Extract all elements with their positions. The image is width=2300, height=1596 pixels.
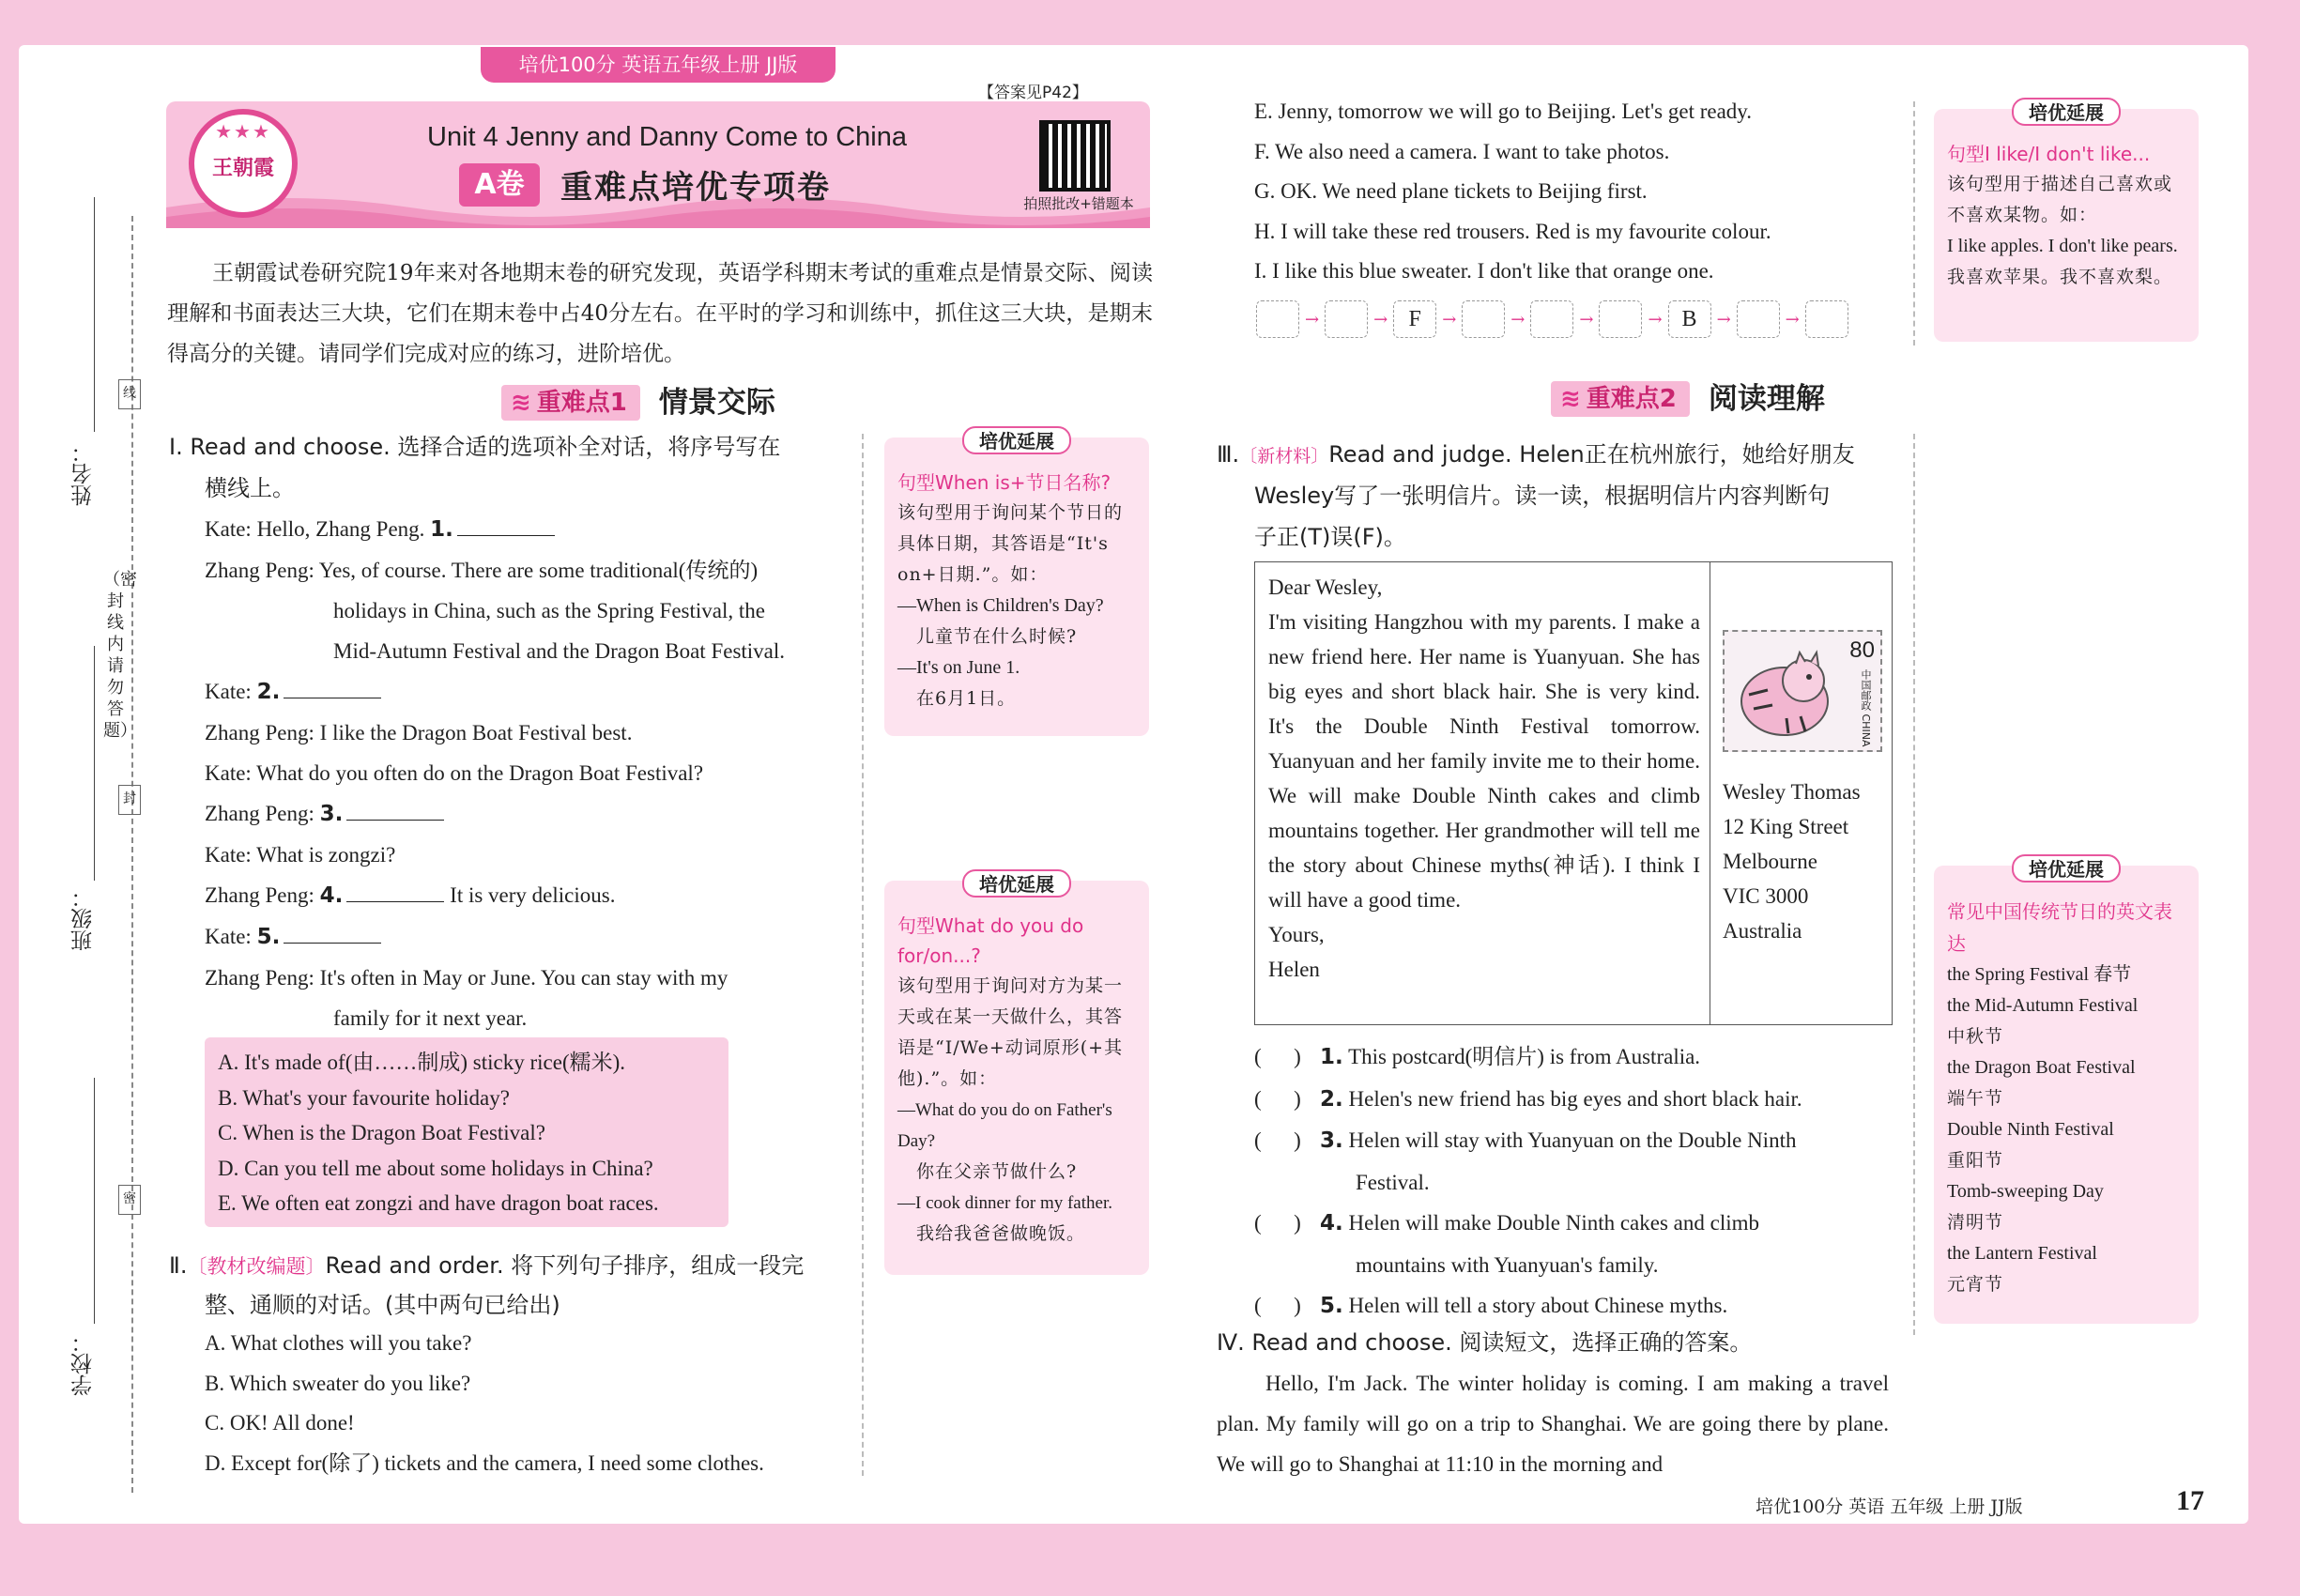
seal-note: （密封线内请勿答题） <box>103 570 137 741</box>
tip-box-2 <box>884 873 1149 1275</box>
order-item-d: D. Except for(除了) tickets and the camera, I need some clothes. <box>205 1450 764 1475</box>
judge-item-1: ( ) 1. This postcard(明信片) is from Australia. <box>1254 1036 1893 1079</box>
choice-b: B. What's your favourite holiday? <box>218 1085 510 1110</box>
seal-mark-line: 线 <box>118 379 141 409</box>
seq-box-7[interactable]: B <box>1668 300 1711 338</box>
tip2-sub: 句型What do you do for/on...? <box>897 914 1084 967</box>
intro-paragraph: 王朝霞试卷研究院19年来对各地期末卷的研究发现，英语学科期末考试的重难点是情景交际、阅读理解和书面表达三大块，它们在期末卷中占40分左右。在平时的学习和训练中，抓住这三大块，是期末得高分的关键。请同学们完成对应的练习，进阶培优。 <box>167 261 1153 366</box>
dialog-line: holidays in China, such as the Spring Festival, the <box>333 599 765 622</box>
answer-ref: 【答案见P42】 <box>978 84 1088 102</box>
class-line <box>94 646 95 881</box>
tip3-head: 培优延展 <box>2012 98 2121 126</box>
seq-box-5[interactable] <box>1530 300 1573 338</box>
q2-sequence <box>1256 299 1854 340</box>
tip3-example: I like apples. I don't like pears. <box>1947 236 2178 256</box>
order-item-f: F. We also need a camera. I want to take photos. <box>1254 139 1670 163</box>
section1-badge: ≋ 重难点1 <box>501 385 640 421</box>
festival-item-cn: 清明节 <box>1947 1212 2004 1233</box>
column-divider-left <box>862 434 864 1476</box>
q4-passage: Hello, I'm Jack. The winter holiday is coming. I am making a travel plan. My family will go on a trip to Shanghai. We are going there by plane. We will go to Shanghai at 11:10 in the morning and <box>1217 1372 1889 1476</box>
dialog-line: Kate: What is zongzi? <box>205 843 396 867</box>
section2-badge: ≋ 重难点2 <box>1551 381 1690 417</box>
seq-box-9[interactable] <box>1805 300 1848 338</box>
q2-items-left <box>205 1324 764 1483</box>
header-tab: 培优100分 英语五年级上册 JJ版 <box>481 47 836 83</box>
q4-title: Ⅳ. Read and choose. 阅读短文，选择正确的答案。 <box>1217 1329 1753 1356</box>
q1-dialog <box>205 509 785 1038</box>
q3-title-line3: 子正(T)误(F)。 <box>1254 524 1406 550</box>
answer-blank-2[interactable] <box>284 674 381 698</box>
festival-item: the Mid-Autumn Festival <box>1947 995 2139 1016</box>
seq-box-6[interactable] <box>1599 300 1642 338</box>
festival-item: the Dragon Boat Festival <box>1947 1057 2136 1078</box>
q3-items <box>1254 1036 1893 1327</box>
q3-title-line2: Wesley写了一张明信片。读一读，根据明信片内容判断句 <box>1254 483 1831 509</box>
postcard-closing: Yours, <box>1268 923 1325 946</box>
address-line: Melbourne <box>1723 850 1817 873</box>
tip4-head: 培优延展 <box>2012 854 2121 882</box>
stamp-price: 80 <box>1849 637 1875 663</box>
order-item-i: I. I like this blue sweater. I don't like that orange one. <box>1254 259 1714 283</box>
q2-title-line1: Ⅱ.〔教材改编题〕Read and order. 将下列句子排序，组成一段完 <box>169 1252 805 1279</box>
section1-name: 情景交际 <box>658 386 775 420</box>
stamp <box>1723 630 1882 752</box>
choice-a: A. It's made of(由……制成) sticky rice(糯米). <box>218 1051 626 1074</box>
seal-mark-secret: 密 <box>118 1185 141 1215</box>
arrow-icon: → <box>1716 309 1731 330</box>
tip-box-1 <box>884 430 1149 736</box>
tip3-sub: 句型I like/I don't like... <box>1947 143 2151 165</box>
dialog-line: Zhang Peng: Yes, of course. There are some traditional(传统的) <box>205 559 759 582</box>
judge-item-4: ( ) 4. Helen will make Double Ninth cakes and climb <box>1254 1203 1893 1245</box>
arrow-icon: → <box>1442 309 1457 330</box>
answer-paren[interactable]: ( ) <box>1254 1086 1301 1111</box>
answer-blank-5[interactable] <box>284 919 381 944</box>
tip4-sub: 常见中国传统节日的英文表达 <box>1947 900 2172 955</box>
paper-title: 重难点培优专项卷 <box>560 169 831 207</box>
answer-paren[interactable]: ( ) <box>1254 1045 1301 1068</box>
tiger-icon <box>1730 643 1843 746</box>
q1-choices <box>205 1037 728 1227</box>
title-banner <box>166 101 1150 228</box>
postcard-signature: Helen <box>1268 958 1320 981</box>
festival-item-cn: 端午节 <box>1947 1088 2004 1109</box>
choice-d: D. Can you tell me about some holidays in China? <box>218 1156 653 1180</box>
postcard-greeting: Dear Wesley, <box>1268 575 1383 599</box>
judge-item-3: ( ) 3. Helen will stay with Yuanyuan on the Double Ninth <box>1254 1120 1893 1162</box>
judge-item-3-cont: Festival. <box>1356 1170 1430 1194</box>
order-item-b: B. Which sweater do you like? <box>205 1371 471 1395</box>
school-label: 学校： <box>71 1331 96 1396</box>
column-divider-right-top <box>1913 101 1915 345</box>
address-line: Wesley Thomas <box>1723 780 1861 804</box>
tip1-body: 该句型用于询问某个节日的具体日期，其答语是“It's on+日期.”。如： <box>897 502 1124 585</box>
arrow-icon: → <box>1510 309 1526 330</box>
tip1-example2-cn: 在6月1日。 <box>916 688 1017 709</box>
logo-stars: ★★★ <box>215 120 271 143</box>
answer-blank-1[interactable] <box>457 512 555 536</box>
address-line: Australia <box>1723 919 1802 943</box>
address-line: VIC 3000 <box>1723 884 1809 908</box>
dialog-line: Zhang Peng: I like the Dragon Boat Festival best. <box>205 721 633 744</box>
festival-item: Double Ninth Festival <box>1947 1119 2114 1140</box>
answer-paren[interactable]: ( ) <box>1254 1128 1301 1152</box>
arrow-icon: → <box>1785 309 1800 330</box>
qr-caption: 拍照批改+错题本 <box>1023 195 1134 212</box>
q1-title-line2: 横线上。 <box>205 475 295 501</box>
festival-item: the Lantern Festival <box>1947 1243 2097 1264</box>
tip2-example1-cn: 你在父亲节做什么? <box>916 1161 1078 1182</box>
column-divider-right <box>1913 434 1915 1335</box>
postcard-message <box>1268 570 1700 987</box>
dialog-line: Zhang Peng: It's often in May or June. You can stay with my <box>205 966 728 990</box>
dialog-line: Zhang Peng: 3. <box>205 793 785 835</box>
tip-box-3 <box>1934 101 2199 342</box>
answer-blank-3[interactable] <box>346 796 444 821</box>
paper-badge: A卷 <box>459 163 540 207</box>
dialog-line: Mid-Autumn Festival and the Dragon Boat Festival. <box>333 639 786 663</box>
address-line: 12 King Street <box>1723 815 1849 838</box>
arrow-icon: → <box>1579 309 1594 330</box>
section1-badge-label: 重难点1 <box>536 389 627 417</box>
judge-item-2: ( ) 2. Helen's new friend has big eyes and short black hair. <box>1254 1079 1893 1121</box>
order-item-e: E. Jenny, tomorrow we will go to Beijing. Let's get ready. <box>1254 100 1753 123</box>
tip3-example-cn: 我喜欢苹果。我不喜欢梨。 <box>1947 267 2173 287</box>
class-label: 班级： <box>71 886 96 951</box>
tip-box-4 <box>1934 858 2199 1324</box>
order-item-a: A. What clothes will you take? <box>205 1331 472 1355</box>
tip1-head: 培优延展 <box>962 426 1071 454</box>
section2-name: 阅读理解 <box>1708 382 1825 416</box>
q3-title-line1: Ⅲ.〔新材料〕Read and judge. Helen正在杭州旅行，她给好朋友 <box>1217 441 1855 468</box>
tip2-example2: —I cook dinner for my father. <box>897 1193 1112 1213</box>
q1-title-line1: Ⅰ. Read and choose. 选择合适的选项补全对话，将序号写在 <box>169 434 781 460</box>
stamp-country: 中国邮政 CHINA <box>1860 669 1872 747</box>
tip3-body: 该句型用于描述自己喜欢或不喜欢某物。如： <box>1947 174 2173 225</box>
section1-heading <box>501 385 775 421</box>
postcard <box>1254 561 1893 1025</box>
section2-heading <box>1551 381 1825 417</box>
seq-box-1[interactable] <box>1256 300 1299 338</box>
order-item-c: C. OK! All done! <box>205 1411 355 1435</box>
choice-e: E. We often eat zongzi and have dragon boat races. <box>218 1191 659 1215</box>
qr-code[interactable] <box>1039 120 1111 192</box>
page-number: 17 <box>2176 1485 2204 1516</box>
dialog-line: Kate: What do you often do on the Dragon Boat Festival? <box>205 761 704 785</box>
tip2-example2-cn: 我给我爸爸做晚饭。 <box>916 1223 1086 1244</box>
footer-text: 培优100分 英语 五年级 上册 JJ版 <box>1756 1496 2023 1517</box>
seq-box-3[interactable]: F <box>1393 300 1436 338</box>
judge-item-5: ( ) 5. Helen will tell a story about Chinese myths. <box>1254 1285 1893 1327</box>
postcard-body: I'm visiting Hangzhou with my parents. I make a new friend here. Her name is Yuanyuan. She has big eyes and short black hair. She is very kind. It's the Double Ninth Festival tomorrow. Yuanyuan and her family invite me to their home. We will make Double Ninth cakes and climb mountains together. Her grandmother will tell me the story about Chinese myths(神话). I think I will have a good time. <box>1268 610 1700 912</box>
judge-item-4-cont: mountains with Yuanyuan's family. <box>1356 1252 1659 1277</box>
festival-item-cn: 重阳节 <box>1947 1150 2004 1171</box>
dialog-line: family for it next year. <box>333 1006 528 1030</box>
q2-title-line2: 整、通顺的对话。(其中两句已给出) <box>205 1292 560 1318</box>
unit-title: Unit 4 Jenny and Danny Come to China <box>427 122 908 152</box>
seq-box-8[interactable] <box>1737 300 1780 338</box>
answer-paren[interactable]: ( ) <box>1254 1294 1301 1317</box>
answer-blank-4[interactable] <box>346 878 444 902</box>
logo-text: 王朝霞 <box>211 156 274 180</box>
festival-item: the Spring Festival 春节 <box>1947 964 2132 985</box>
dialog-line: Kate: 5. <box>205 916 785 958</box>
arrow-icon: → <box>1305 309 1320 330</box>
name-label: 姓名： <box>71 441 96 506</box>
answer-paren[interactable]: ( ) <box>1254 1211 1301 1235</box>
section2-badge-label: 重难点2 <box>1586 385 1677 413</box>
order-item-h: H. I will take these red trousers. Red is my favourite colour. <box>1254 219 1771 243</box>
seq-box-2[interactable] <box>1325 300 1368 338</box>
festival-item-cn: 元宵节 <box>1947 1274 2004 1295</box>
dialog-line: Zhang Peng: 4. It is very delicious. <box>205 875 785 916</box>
tip2-head: 培优延展 <box>962 869 1071 898</box>
tip2-body: 该句型用于询问对方为某一天或在某一天做什么，其答语是“I/We+动词原形(+其他).”。如： <box>897 975 1124 1089</box>
q2-items-right <box>1254 92 1771 292</box>
arrow-icon: → <box>1648 309 1663 330</box>
dialog-line: Kate: 2. <box>205 671 785 713</box>
tip1-example2: —It's on June 1. <box>897 657 1020 678</box>
publisher-logo <box>189 109 298 218</box>
tip1-example1-cn: 儿童节在什么时候? <box>916 626 1078 647</box>
festival-item: Tomb-sweeping Day <box>1947 1181 2104 1202</box>
arrow-icon: → <box>1373 309 1388 330</box>
tip2-example1: —What do you do on Father's Day? <box>897 1100 1112 1151</box>
choice-c: C. When is the Dragon Boat Festival? <box>218 1121 545 1144</box>
school-line <box>94 1078 95 1324</box>
name-line <box>94 197 95 432</box>
seal-mark-seal: 封 <box>118 785 141 815</box>
seq-box-4[interactable] <box>1462 300 1505 338</box>
dialog-line: Kate: Hello, Zhang Peng. 1. <box>205 509 785 550</box>
festival-item-cn: 中秋节 <box>1947 1026 2004 1047</box>
postcard-address <box>1723 775 1861 948</box>
tip1-sub: 句型When is+节日名称? <box>897 471 1112 494</box>
order-item-g: G. OK. We need plane tickets to Beijing first. <box>1254 179 1648 203</box>
tip1-example1: —When is Children's Day? <box>897 595 1104 616</box>
